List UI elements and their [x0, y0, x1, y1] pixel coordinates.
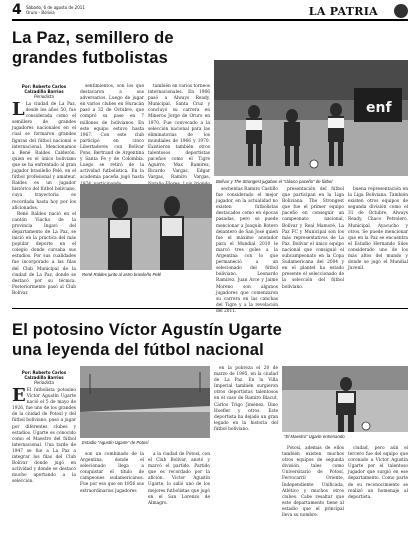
article2-col6	[348, 446, 408, 540]
article1-col2	[80, 84, 144, 180]
article2-photo1-caption: Estadio "Agustín Ugarte" de Potosí	[82, 440, 149, 445]
article2-col4	[214, 366, 278, 540]
article1-col3	[148, 84, 210, 180]
article1-col4	[216, 187, 278, 314]
article1-col1	[12, 99, 76, 302]
page-number: 4	[12, 2, 22, 18]
newspaper-logo-icon	[394, 4, 408, 18]
article1-photo-clasico	[214, 60, 408, 176]
byline2-line3: Periodista	[34, 380, 54, 386]
article1-col5-text: presentación del fútbol que participan en la Liga Boliviana. The Strongest que fue el primer equipo paceño en conseguir un campeonato nacional, Bolívar y Real Mamoré, La Paz FC y Municipal son los más representativos de La Paz. Bolívar el único equipo nacional que consiguió el subcampeonato en la Copa Sudamericana del 2004 y en el plantel ha estado presente el seleccionado de la selección del fútbol boliviano.	[282, 187, 344, 290]
article2-photo-ugarte	[282, 366, 408, 432]
byline2-line2: Calzadilla Barrios	[24, 375, 64, 381]
article2-byline	[12, 370, 76, 386]
article1-title-line2: grandes futbolistas	[12, 49, 168, 67]
page-header	[12, 4, 408, 18]
article2-col2	[80, 452, 144, 540]
byline-line2: Calzadilla Barrios	[24, 89, 64, 95]
article1-dropcap: L	[12, 99, 25, 120]
byline-line3: Periodista	[34, 94, 54, 100]
article1-col3-text: también en varios torneos internacionales. En 1966 pasó a Always Ready, Municipal, Santa Cruz y concluyó su carrera en Mineros Jorge de Oruro en 1970. Fue convocado a la selección nacional para las eliminatorias de los mundiales de 1966 y 1970. Existieron también otros talentosos deportistas paceños como el Tigre Aguirre, Max Ramírez, Ricardo Vargas, Edgar Vargas, Ramiro Vargas,	[148, 84, 210, 181]
article2-col1-text: El futbolista potosino Víctor Agustín Ugarte nació el 5 de mayo de 1926, fue uno de los grandes de la ciudad de Potosí y del fútbol boliviano, pasó a jugar por diferentes clubes y estadios. Ugarte es conocido como el Maestro del fútbol internacional. Una tarde de 1947 se fue a La Paz a integrar los filas del Club Bolívar donde jugó en actividad y donde se destacó mucho aportando a la selección.	[12, 388, 76, 485]
byline-line1: Por: Roberto Carlos	[21, 84, 67, 89]
location-line: Oruro - Bolivia	[26, 10, 55, 15]
article2-col2-text: son un combinado de la Argentina, donde el selecionado llega a conquistar el título de campeones sudamericanos. Fue por eso que en 1956 sus extraordinarios jugadores	[80, 452, 144, 494]
article2-col5	[282, 446, 344, 540]
article1-byline	[12, 84, 76, 100]
date-line: Sábado, 6 de agosto de 2011	[26, 5, 85, 10]
article1-col4-text: sechentas Ramiro Castillo fue considerado el mejor jugador, en la actualidad no existen futbolistas destacados como en épocas pasadas, pero se puede mencionar a Joaquín Botero delantero de San José quien fue el máximo anotador para el Mundial 2010 le marcó tres goles a la Argentina con lo que permaneció a un selecionado del fútbol boliviano. Leonardo Ramírez, Juan Arce y Jaime Moreno son algunos jugadores que comenzaron su carrera en las canchas del Tigre y a la revelación del 2011.	[216, 187, 278, 314]
ad-board-text: enf	[366, 100, 392, 116]
article2-col5-text: Potosí, además de ellos también existen muchos otros equipos de segunda división, tales como Universitario de Potosí, Ferrocarril Oriente, Independiente Unificada, Atlético y muchos otros clubes. Cabe resaltar que este departamento tiene al estadio que el principal lleva su nombre.	[282, 446, 344, 519]
article1-photo-raldes-pele	[80, 184, 212, 270]
article1-col5	[282, 187, 344, 303]
article2-title-line1: El potosino Víctor Agustín Ugarte	[12, 321, 282, 339]
article2-title	[12, 320, 282, 360]
article2-col6-text: ciudad, pero aún el tercero fue del equipo que coronado a Víctor Agustín Ugarte por el talentoso jugador que surgió en ese departamento. Como parte de su reconocimiento se realizó un homenaje al deportista.	[348, 446, 408, 500]
article2-photo2-caption: "El Maestro" Ugarte entrenando	[284, 434, 345, 439]
article1-title	[12, 28, 174, 68]
article2-col3	[148, 452, 210, 540]
article1-col1b-text: René Raldes nació en el cantón Viacha de la provincia Ingavi del departamento de La Paz, se inició en la práctica del más popular deporte en el colegio donde cursaba sus estudios. Por sus cualidades fue incorporado a las filas del Club Municipal de la ciudad de La Paz, donde se destacó por su técnica. Posteriormente pasó al Club Bolívar.	[12, 211, 76, 296]
byline2-line1: Por: Roberto Carlos	[21, 370, 67, 375]
article2-col4-text: en la pobreza el 20 de marzo de 1995, en la ciudad de La Paz. En la Villa Imperial también surgieron otros deportistas talentosos en el caso de Ramiro Blacut, Carlos Trigo Jiménez, Dino Hoefler y otros. Este deportista ha dejado un gran legado en la historia del fútbol boliviano.	[214, 366, 278, 432]
header-rule	[12, 19, 408, 21]
article1-col2-text: sentimientos, son los que destacaron a sus adversarios. Luego de jugar en varios clubes en Huracán pasó a 32 de Octubre, que compró su pase en 7 millones de bolivianos. En este equipo estuvo hasta 1967. Con este club participó en cinco Libertadores con Bolívar Pons, Bertrand de Argentina y Santa Fe y de Colombia. Luego se retiró de la actividad futbolística. En la academia paceña jugó hasta	[80, 84, 144, 181]
article1-col6-text: buena representación en la Liga Boliviana. También existen otros equipos de segunda división como el 31 de Octubre, Always Ready, Chaco Petrolero, Municipal, Ayacucho y otros. Se puede mencionar que en la Paz se encuentra el Estadio Hernando Siles considerado uno de los más altos del mundo y donde se jugó el Mundial Juvenil.	[348, 187, 408, 272]
article1-title-line1: La Paz, semillero de	[12, 29, 174, 47]
newspaper-name: LA PATRIA	[308, 5, 378, 18]
article1-photo2-caption: René Raldes junto al astro brasileño Pelé	[82, 272, 162, 277]
article-divider	[12, 308, 408, 309]
article2-dropcap: E	[12, 385, 26, 406]
article2-col1	[12, 385, 76, 538]
article1-col1-text: La ciudad de La Paz, desde los años 50, fue considerada como el semillero de grandes jugadores nacionales en el cual se formaron grandes figuras del fútbol nacional e internacional. Mencionamos a René Raldes Calderón, quien es el único boliviano que se ha enfrentado al gran jugador brasileño Pelé, en el fútbol profesional y amateur. Raldes es un jugador histórico del fútbol boliviano, cuya trayectoria es recordada hasta hoy por los aficionados.	[12, 102, 76, 211]
article1-photo-caption: Bolívar y The Strongest jugaban el "clásico paceño" de fútbol	[216, 179, 333, 184]
article2-col3-text: a la ciudad de Potosí, con el Club Bolívar, anotó y marcó el partido. Partido que es recordado por la afición. Víctor Agustín Ugarte, lo salió uno de los mejores futbolistas que jugó en el San Lorenzo de Almagro.	[148, 452, 210, 506]
issue-date	[26, 5, 85, 15]
article2-photo-stadium	[80, 366, 210, 438]
article2-title-line2: una leyenda del fútbol nacional	[12, 341, 264, 359]
article1-col6	[348, 187, 408, 303]
